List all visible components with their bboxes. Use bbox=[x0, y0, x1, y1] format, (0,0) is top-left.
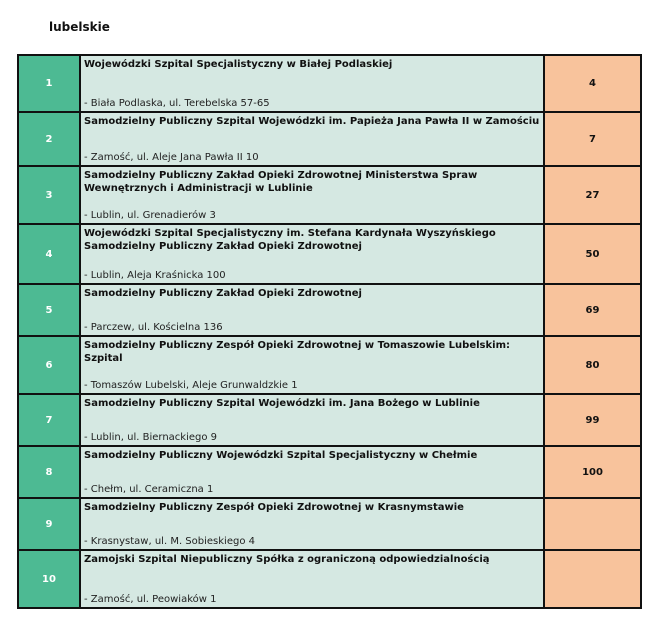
hospital-address: - Krasnystaw, ul. M. Sobieskiego 4 bbox=[84, 536, 255, 547]
row-number: 7 bbox=[18, 394, 80, 446]
table-row bbox=[18, 166, 641, 224]
hospital-address: - Biała Podlaska, ul. Terebelska 57-65 bbox=[84, 98, 270, 109]
hospital-name: Samodzielny Publiczny Szpital Wojewódzki im. Papieża Jana Pawła II w Zamościu bbox=[84, 116, 540, 127]
table-row bbox=[18, 336, 641, 394]
hospital-cell bbox=[80, 498, 544, 550]
hospital-name: Samodzielny Publiczny Zespół Opieki Zdrowotnej w Tomaszowie Lubelskim: Szpital bbox=[84, 340, 510, 364]
hospital-name: Zamojski Szpital Niepubliczny Spółka z ograniczoną odpowiedzialnością bbox=[84, 554, 490, 565]
hospital-cell bbox=[80, 550, 544, 608]
hospital-name: Samodzielny Publiczny Szpital Wojewódzki im. Jana Bożego w Lublinie bbox=[84, 398, 480, 409]
table-row bbox=[18, 112, 641, 166]
table-row bbox=[18, 224, 641, 284]
hospital-cell bbox=[80, 224, 544, 284]
hospital-cell bbox=[80, 55, 544, 112]
row-number: 4 bbox=[18, 224, 80, 284]
row-number: 1 bbox=[18, 55, 80, 112]
row-number: 2 bbox=[18, 112, 80, 166]
rank-value: 69 bbox=[544, 284, 641, 336]
hospital-cell bbox=[80, 284, 544, 336]
hospital-address: - Zamość, ul. Peowiaków 1 bbox=[84, 594, 217, 605]
hospital-address: - Zamość, ul. Aleje Jana Pawła II 10 bbox=[84, 152, 259, 163]
hospital-address: - Chełm, ul. Ceramiczna 1 bbox=[84, 484, 214, 495]
table-row bbox=[18, 55, 641, 112]
hospital-name: Samodzielny Publiczny Wojewódzki Szpital Specjalistyczny w Chełmie bbox=[84, 450, 478, 461]
rank-value: 80 bbox=[544, 336, 641, 394]
rank-value: 99 bbox=[544, 394, 641, 446]
rank-value: 27 bbox=[544, 166, 641, 224]
hospital-name: Wojewódzki Szpital Specjalistyczny w Białej Podlaskiej bbox=[84, 59, 393, 70]
hospital-address: - Parczew, ul. Kościelna 136 bbox=[84, 322, 223, 333]
hospital-address: - Lublin, ul. Biernackiego 9 bbox=[84, 432, 218, 443]
hospital-name: Samodzielny Publiczny Zespół Opieki Zdrowotnej w Krasnymstawie bbox=[84, 502, 464, 513]
row-number: 8 bbox=[18, 446, 80, 498]
hospital-cell bbox=[80, 112, 544, 166]
hospital-cell bbox=[80, 166, 544, 224]
row-number: 9 bbox=[18, 498, 80, 550]
hospital-address: - Lublin, Aleja Kraśnicka 100 bbox=[84, 270, 226, 281]
table-row bbox=[18, 284, 641, 336]
rank-value bbox=[544, 550, 641, 608]
hospital-address: - Tomaszów Lubelski, Aleje Grunwaldzkie 1 bbox=[84, 380, 298, 391]
hospital-cell bbox=[80, 446, 544, 498]
hospital-name: Samodzielny Publiczny Zakład Opieki Zdrowotnej Ministerstwa Spraw Wewnętrznych i Administracji w Lublinie bbox=[84, 170, 478, 194]
hospital-cell bbox=[80, 394, 544, 446]
hospital-name: Samodzielny Publiczny Zakład Opieki Zdrowotnej bbox=[84, 288, 362, 299]
rank-value bbox=[544, 498, 641, 550]
table-row bbox=[18, 446, 641, 498]
rank-value: 100 bbox=[544, 446, 641, 498]
table-row bbox=[18, 498, 641, 550]
region-title: lubelskie bbox=[49, 20, 110, 34]
hospital-address: - Lublin, ul. Grenadierów 3 bbox=[84, 210, 216, 221]
row-number: 3 bbox=[18, 166, 80, 224]
row-number: 10 bbox=[18, 550, 80, 608]
table-row bbox=[18, 550, 641, 608]
row-number: 6 bbox=[18, 336, 80, 394]
rank-value: 4 bbox=[544, 55, 641, 112]
hospital-name: Wojewódzki Szpital Specjalistyczny im. Stefana Kardynała Wyszyńskiego Samodzielny Publiczny Zakład Opieki Zdrowotnej bbox=[84, 228, 496, 252]
table-row bbox=[18, 394, 641, 446]
rank-value: 50 bbox=[544, 224, 641, 284]
row-number: 5 bbox=[18, 284, 80, 336]
hospital-cell bbox=[80, 336, 544, 394]
rank-value: 7 bbox=[544, 112, 641, 166]
hospital-table bbox=[17, 54, 642, 609]
